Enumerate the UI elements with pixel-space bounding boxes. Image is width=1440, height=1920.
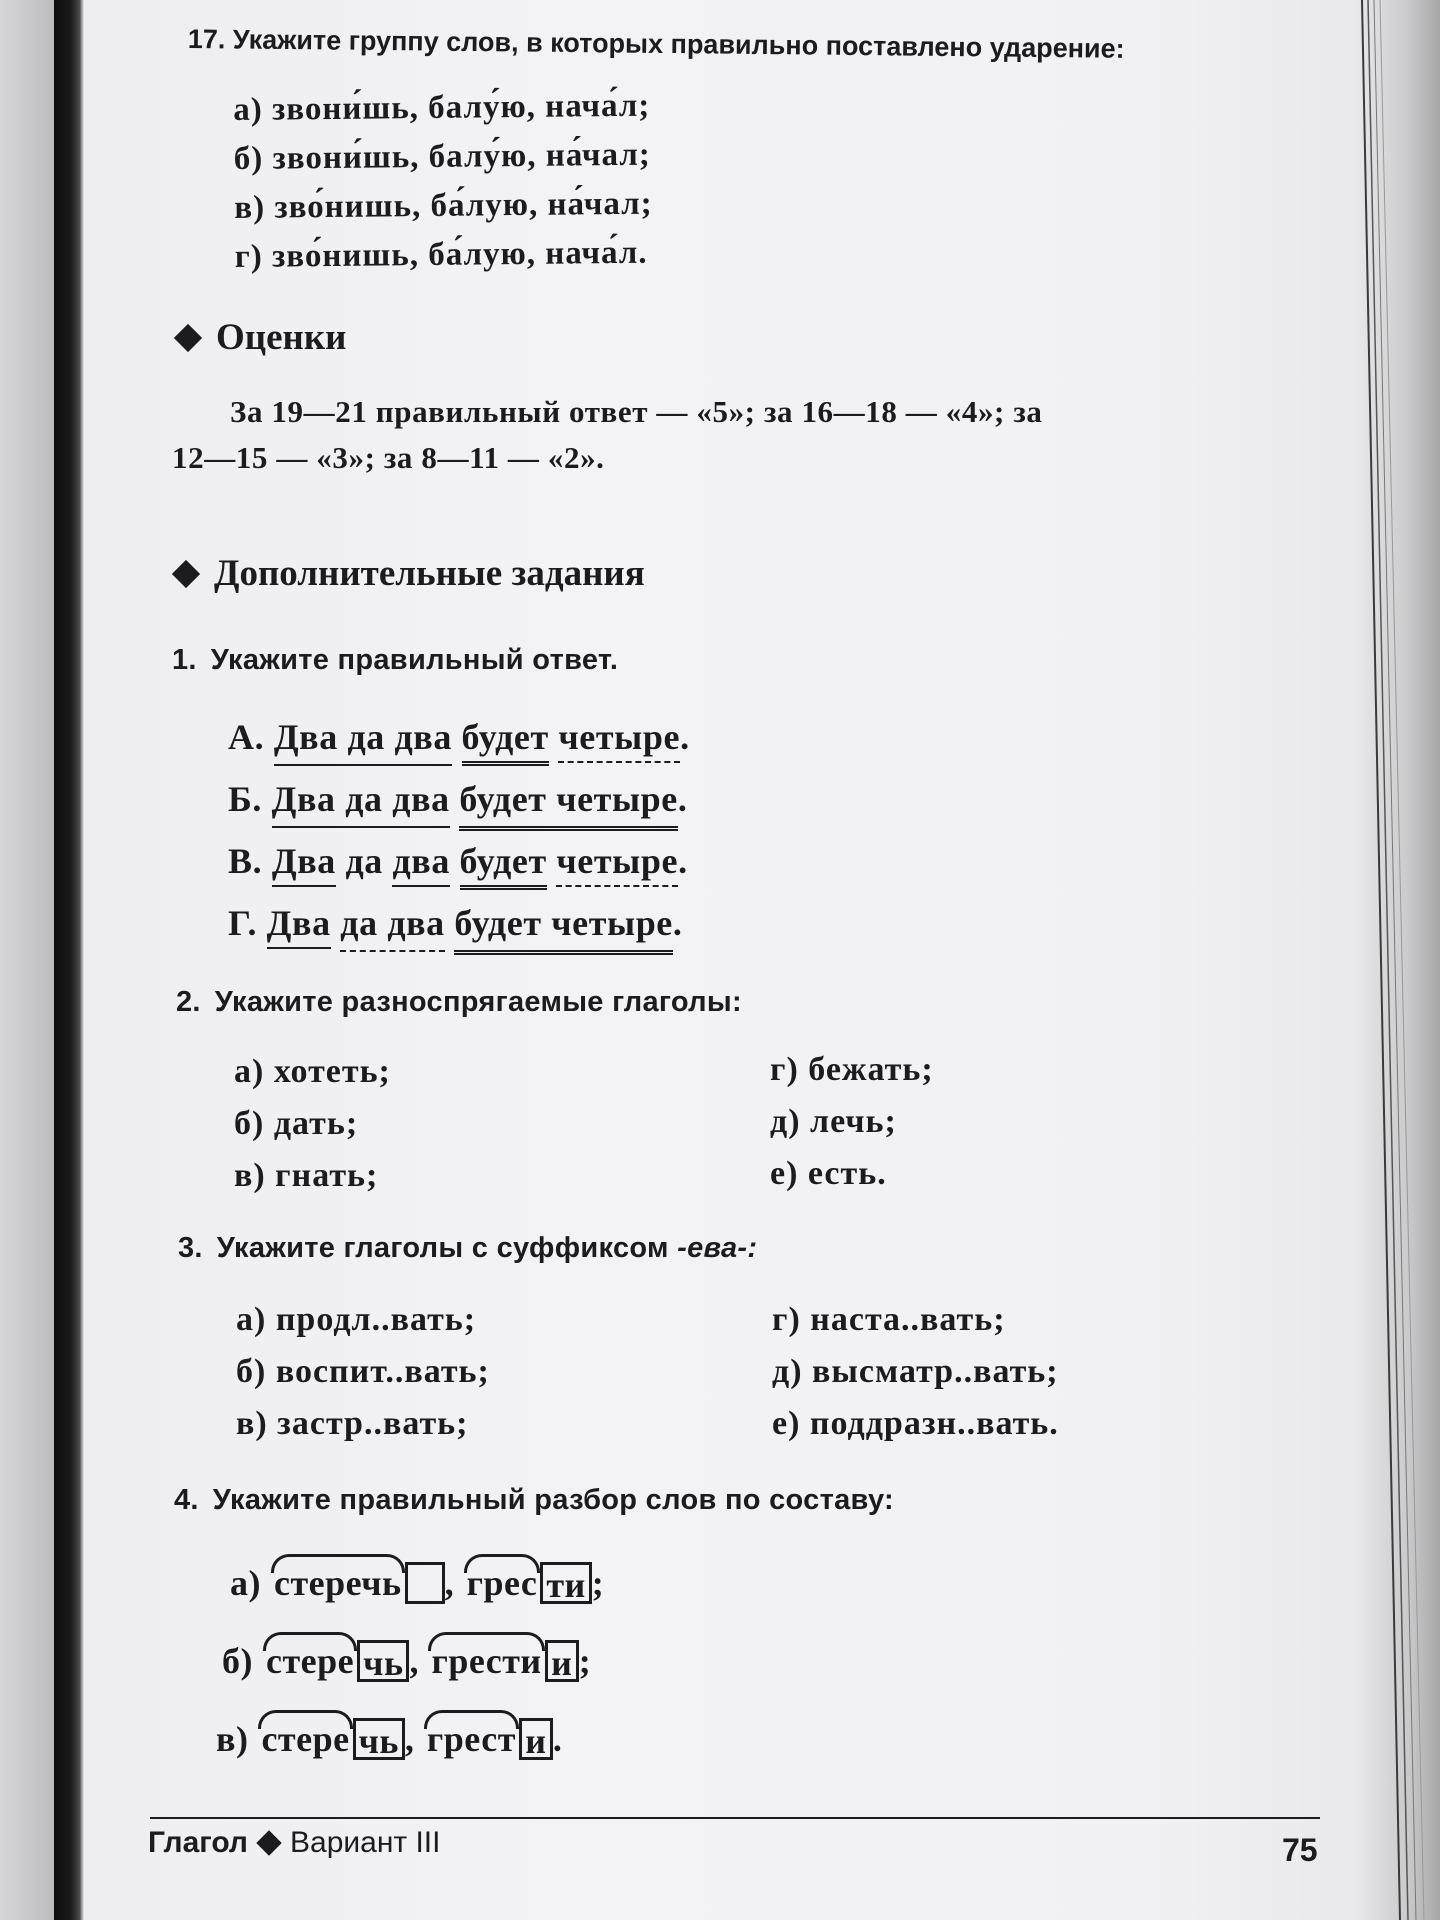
option-item: д) лечь; [770,1103,897,1140]
option-item: б) дать; [234,1105,359,1142]
task-3-left-column [236,1294,490,1450]
option-item: е) поддразн..вать. [772,1405,1059,1442]
ending-box: ти [540,1562,591,1604]
subject-underline: Два [267,902,331,949]
option-item: в) гнать; [234,1157,379,1194]
option-item: а) продл..вать; [236,1301,477,1338]
root-mark: грести [428,1640,544,1682]
task-text: Укажите правильный ответ. [210,644,619,676]
task-number: 3. [178,1232,203,1264]
sentence-label: Б. [228,779,263,819]
question-text: Укажите группу слов, в которых правильно поставлено ударение: [232,24,1125,64]
footer-rule [150,1817,1320,1819]
predicate-underline: будет [462,716,549,766]
sentence-label: Г. [228,903,258,943]
task-2 [176,986,742,1019]
row-label: а) [230,1563,261,1603]
task-2-left-column [234,1046,391,1202]
ending-box: и [519,1718,553,1760]
option-b: б) звони́шь, балу́ю, на́чал; [233,136,652,177]
task-number: 1. [172,644,197,676]
root-mark: стеречь [271,1562,405,1604]
object-underline: да два [340,902,444,952]
object-underline: четыре [558,716,680,763]
root-mark: грес [464,1562,541,1604]
option-item: в) застр..вать; [236,1405,469,1442]
option-item: а) хотеть; [234,1053,391,1090]
sentence-b: Б. Два да два будет четыре. [228,778,687,831]
ending-box: и [545,1640,579,1682]
ending-box: чь [353,1718,405,1760]
grades-line-2: 12—15 — «3»; за 8—11 — «2». [172,440,605,475]
option-v: в) зво́нишь, ба́лую, на́чал; [234,185,653,226]
option-g: г) зво́нишь, ба́лую, нача́л. [234,234,648,275]
ending-box: чь [357,1640,409,1682]
row-label: б) [222,1641,253,1681]
sentence-a: А. Два да два будет четыре. [228,716,690,766]
extra-tasks-title: Дополнительные задания [214,553,645,594]
subject-underline: Два да два [272,778,450,828]
root-mark: стере [258,1718,352,1760]
predicate-underline: будет [460,840,547,890]
predicate-underline: будет четыре [459,778,678,831]
option-item: д) высматр..вать; [772,1353,1059,1390]
grades-line-1: За 19—21 правильный ответ — «5»; за 16—18 — «4»; за [230,394,1043,429]
diamond-icon [172,559,200,587]
question-number: 17. [187,24,226,55]
root-mark: грест [424,1718,519,1760]
suffix-label: -ева-: [677,1232,758,1264]
footer-variant: Вариант III [290,1826,441,1859]
subject-underline: Два [272,840,336,887]
task-1 [172,644,618,677]
option-item: г) бежать; [770,1051,934,1088]
task-4 [174,1484,894,1517]
question-17 [188,24,1125,65]
ending-box [405,1562,445,1604]
footer [148,1826,440,1860]
option-item: е) есть. [770,1155,887,1192]
task-text: Укажите глаголы с суффиксом [216,1232,669,1264]
object-underline: четыре [556,840,678,887]
extra-tasks-heading [176,552,645,595]
sentence-v: В. Два да два будет четыре. [228,840,688,890]
row-label: в) [216,1719,249,1759]
predicate-underline: будет четыре [454,902,673,955]
task-2-right-column [770,1044,934,1200]
grades-title: Оценки [216,317,347,358]
morpheme-row-b: б) стере чь , грести и ; [222,1641,592,1683]
option-item: б) воспит..вать; [236,1353,490,1390]
sentence-g: Г. Два да два будет четыре. [228,902,683,955]
grades-heading [178,316,346,359]
diamond-icon [174,323,202,351]
sentence-label: А. [228,717,265,757]
task-3 [178,1232,757,1265]
task-number: 2. [176,986,201,1018]
diamond-icon [256,1830,281,1855]
morpheme-row-a: а) стеречь , грес ти ; [230,1563,605,1605]
option-item: г) наста..вать; [772,1301,1006,1338]
question-17-options [233,82,653,282]
task-text: Укажите правильный разбор слов по составу: [212,1484,894,1516]
option-a: а) звони́шь, балу́ю, нача́л; [233,87,651,128]
morpheme-row-v: в) стере чь , грест и . [216,1719,563,1761]
subject-underline: два [392,840,449,887]
sentence-label: В. [228,841,263,881]
footer-section: Глагол [148,1826,248,1859]
task-text: Укажите разноспрягаемые глаголы: [214,986,742,1018]
page-number: 75 [1282,1832,1318,1868]
task-number: 4. [174,1484,199,1516]
subject-underline: Два да два [274,716,452,766]
root-mark: стере [263,1640,357,1682]
task-3-right-column [772,1294,1059,1450]
